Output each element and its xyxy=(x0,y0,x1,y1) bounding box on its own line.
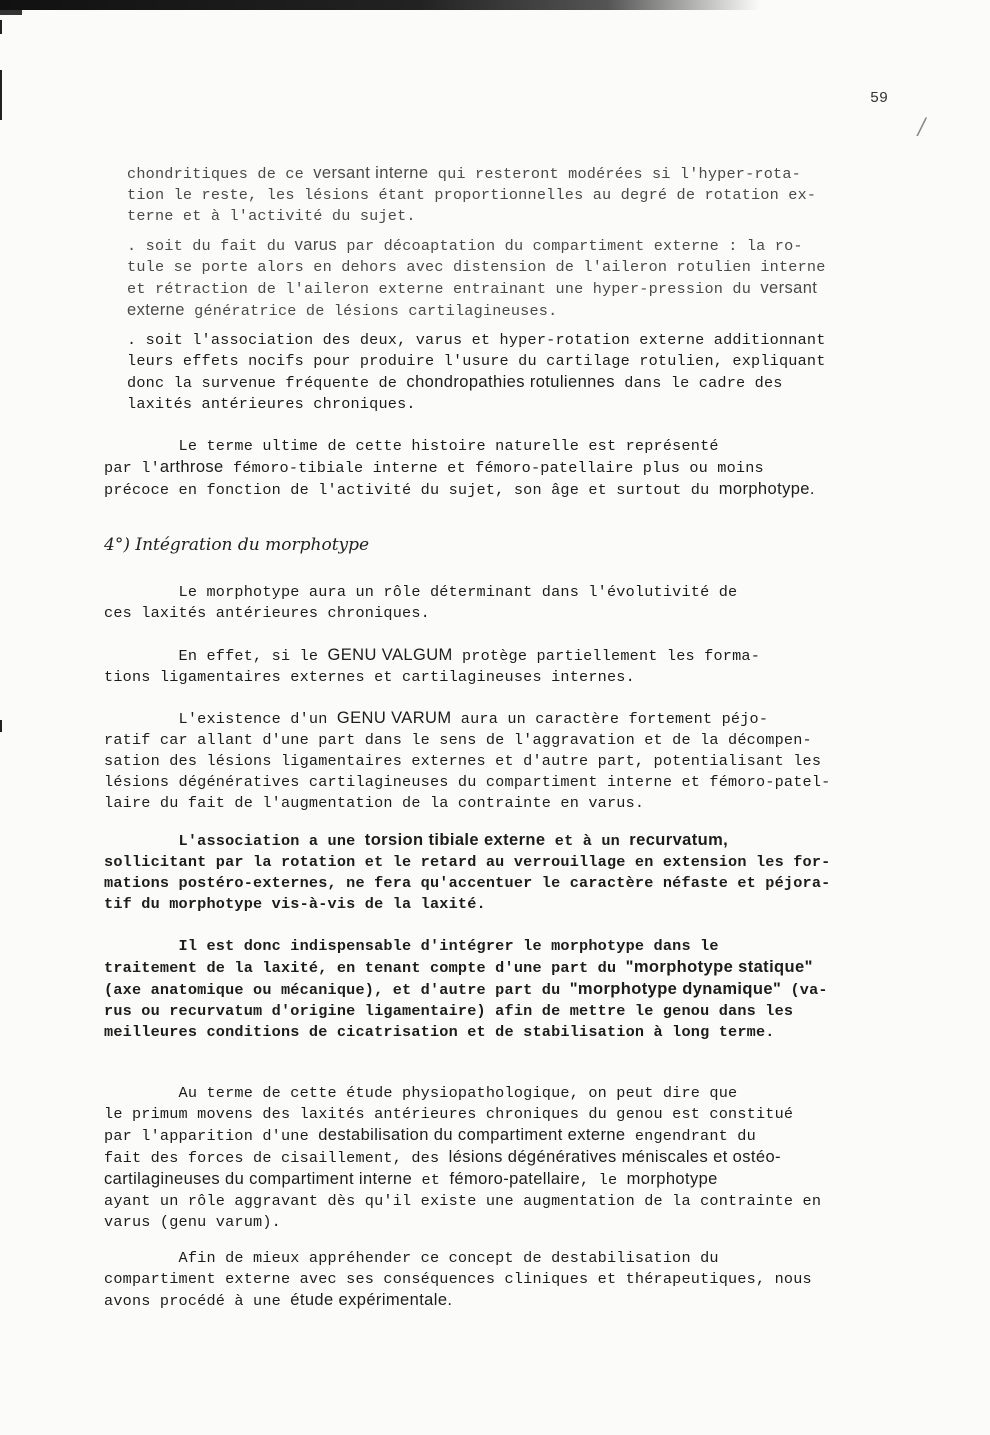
paragraph-conclusion xyxy=(104,1083,821,1233)
text-line xyxy=(104,830,831,852)
emphasis-text: versant interne xyxy=(313,164,429,182)
paragraph-genu-valgum xyxy=(104,645,760,688)
body-text: Le terme ultime de cette histoire naturelle est représenté xyxy=(104,437,719,455)
text-line xyxy=(104,894,831,915)
body-text: laire du fait de l'augmentation de la contrainte en varus. xyxy=(104,794,645,812)
body-text: avons procédé à une xyxy=(104,1292,291,1310)
body-text: laxités antérieures chroniques. xyxy=(127,395,416,413)
text-line xyxy=(104,957,828,979)
body-text: Au terme de cette étude physiopathologique, on peut dire que xyxy=(104,1084,738,1102)
body-text: chondritiques de ce xyxy=(127,165,314,183)
text-line xyxy=(104,1212,821,1233)
text-line xyxy=(104,751,831,772)
body-text: génératrice de lésions cartilagineuses. xyxy=(184,302,558,320)
body-text: (va- xyxy=(781,981,828,999)
body-text: tions ligamentaires externes et cartilagineuses internes. xyxy=(104,668,635,686)
text-line xyxy=(104,1290,812,1312)
body-text: tion le reste, les lésions étant proportionnelles au degré de rotation ex- xyxy=(127,186,817,204)
text-line xyxy=(104,667,760,688)
body-text: dans le cadre des xyxy=(614,374,783,392)
page-number: 59 xyxy=(870,90,889,107)
body-text: compartiment externe avec ses conséquences cliniques et thérapeutiques, nous xyxy=(104,1270,812,1288)
text-line xyxy=(104,1083,821,1104)
body-text: fait des forces de cisaillement, des xyxy=(104,1149,449,1167)
text-line xyxy=(104,1022,828,1043)
emphasis-text: GENU VALGUM xyxy=(327,646,453,664)
paragraph-etude-experimentale xyxy=(104,1248,812,1312)
body-text: sation des lésions ligamentaires externes et d'autre part, potentialisant les xyxy=(104,752,822,770)
emphasis-text: lésions dégénératives méniscales et ostéo- xyxy=(448,1148,781,1166)
text-line xyxy=(104,936,828,957)
paragraph-genu-varum xyxy=(104,708,831,814)
text-line xyxy=(104,1104,821,1125)
paragraph-association xyxy=(127,330,826,415)
body-text: traitement de la laxité, en tenant compte d'une part du xyxy=(104,959,626,977)
body-text: tif du morphotype vis-à-vis de la laxité. xyxy=(104,895,486,913)
margin-stroke: / xyxy=(918,115,926,140)
text-line xyxy=(104,1125,821,1147)
body-text: précoce en fonction de l'activité du sujet, son âge et surtout du xyxy=(104,481,719,499)
body-text: L'association a une xyxy=(104,832,365,850)
text-line xyxy=(104,436,815,457)
text-line xyxy=(104,730,831,751)
text-line xyxy=(104,1248,812,1269)
body-text: sollicitant par la rotation et le retard au verrouillage en extension les for- xyxy=(104,853,831,871)
paragraph-arthrose xyxy=(104,436,815,501)
emphasis-text: recurvatum, xyxy=(629,831,729,849)
emphasis-text: destabilisation du compartiment externe xyxy=(318,1126,626,1144)
section-heading: 4°) Intégration du morphotype xyxy=(104,535,370,555)
paragraph-torsion-tibiale xyxy=(104,830,831,915)
emphasis-text: arthrose xyxy=(159,458,224,476)
body-text: (axe anatomique ou mécanique), et d'autre part du xyxy=(104,981,570,999)
body-text: meilleures conditions de cicatrisation et de stabilisation à long terme. xyxy=(104,1023,775,1041)
text-line xyxy=(104,1169,821,1191)
emphasis-text: externe xyxy=(127,301,185,319)
body-text: . soit l'association des deux, varus et hyper-rotation externe additionnant xyxy=(127,331,826,349)
text-line xyxy=(127,330,826,351)
text-line xyxy=(104,1147,821,1169)
body-text: et rétraction de l'aileron externe entrainant une hyper-pression du xyxy=(127,280,761,298)
emphasis-text: "morphotype statique" xyxy=(625,958,813,976)
body-text: terne et à l'activité du sujet. xyxy=(127,207,416,225)
text-line xyxy=(104,1191,821,1212)
emphasis-text: morphotype xyxy=(626,1170,718,1188)
text-line xyxy=(127,206,816,227)
body-text: ayant un rôle aggravant dès qu'il existe une augmentation de la contrainte en xyxy=(104,1192,822,1210)
text-line xyxy=(127,394,826,415)
text-line xyxy=(104,457,815,479)
body-text: ces laxités antérieures chroniques. xyxy=(104,604,430,622)
text-line xyxy=(127,163,816,185)
emphasis-text: cartilagineuses du compartiment interne xyxy=(104,1170,413,1188)
paragraph-morphotype-role xyxy=(104,582,737,624)
body-text: , le xyxy=(580,1171,627,1189)
paragraph-varus xyxy=(127,235,826,322)
emphasis-text: GENU VARUM xyxy=(336,709,452,727)
body-text: par l'apparition d'une xyxy=(104,1127,319,1145)
emphasis-text: torsion tibiale externe xyxy=(364,831,546,849)
body-text: Le morphotype aura un rôle déterminant dans l'évolutivité de xyxy=(104,583,738,601)
body-text: aura un caractère fortement péjo- xyxy=(451,710,769,728)
emphasis-text: "morphotype dynamique" xyxy=(569,980,782,998)
body-text: rus ou recurvatum d'origine ligamentaire) afin de mettre le genou dans les xyxy=(104,1002,794,1020)
body-text: En effet, si le xyxy=(104,647,328,665)
text-line xyxy=(104,793,831,814)
body-text: Il est donc indispensable d'intégrer le morphotype dans le xyxy=(104,937,719,955)
scan-margin-mark xyxy=(0,720,2,732)
body-text: L'existence d'un xyxy=(104,710,337,728)
body-text: et à un xyxy=(545,832,630,850)
scan-margin-mark xyxy=(0,70,2,120)
text-line xyxy=(104,1001,828,1022)
body-text: lésions dégénératives cartilagineuses du compartiment interne et fémoro-patel- xyxy=(104,773,831,791)
text-line xyxy=(127,257,826,278)
emphasis-text: fémoro-patellaire xyxy=(449,1170,581,1188)
body-text: le primum movens des laxités antérieures chroniques du genou est constitué xyxy=(104,1105,794,1123)
emphasis-text: chondropathies rotuliennes xyxy=(406,373,615,391)
body-text: par décoaptation du compartiment externe : la ro- xyxy=(337,237,803,255)
text-line xyxy=(104,603,737,624)
text-line xyxy=(127,351,826,372)
text-line xyxy=(104,979,828,1001)
text-line xyxy=(104,479,815,501)
text-line xyxy=(104,873,831,894)
body-text: protège partiellement les forma- xyxy=(452,647,761,665)
body-text: . soit du fait du xyxy=(127,237,295,255)
scan-margin-mark xyxy=(0,20,2,34)
body-text: ratif car allant d'une part dans le sens de l'aggravation et de la décompen- xyxy=(104,731,812,749)
text-line xyxy=(104,1269,812,1290)
body-text: par l' xyxy=(104,459,160,477)
text-line xyxy=(104,852,831,873)
body-text: Afin de mieux appréhender ce concept de destabilisation du xyxy=(104,1249,719,1267)
body-text: donc la survenue fréquente de xyxy=(127,374,407,392)
body-text: qui resteront modérées si l'hyper-rota- xyxy=(428,165,801,183)
text-line xyxy=(127,300,826,322)
scan-edge-bar xyxy=(0,10,22,15)
emphasis-text: étude expérimentale. xyxy=(290,1291,453,1309)
body-text: varus (genu varum). xyxy=(104,1213,281,1231)
emphasis-text: varus xyxy=(294,236,338,254)
body-text: fémoro-tibiale interne et fémoro-patellaire plus ou moins xyxy=(223,459,764,477)
text-line xyxy=(104,582,737,603)
emphasis-text: morphotype. xyxy=(718,480,815,498)
text-line xyxy=(127,235,826,257)
body-text: et xyxy=(412,1171,450,1189)
text-line xyxy=(104,708,831,730)
text-line xyxy=(127,185,816,206)
text-line xyxy=(104,645,760,667)
body-text: tule se porte alors en dehors avec distension de l'aileron rotulien interne xyxy=(127,258,826,276)
emphasis-text: versant xyxy=(760,279,818,297)
text-line xyxy=(104,772,831,793)
body-text: mations postéro-externes, ne fera qu'accentuer le caractère néfaste et péjora- xyxy=(104,874,831,892)
paragraph-integration xyxy=(104,936,828,1043)
text-line xyxy=(127,372,826,394)
paragraph-versant-interne xyxy=(127,163,816,227)
text-line xyxy=(127,278,826,300)
body-text: leurs effets nocifs pour produire l'usure du cartilage rotulien, expliquant xyxy=(127,352,826,370)
body-text: engendrant du xyxy=(625,1127,756,1145)
scan-edge-bar xyxy=(0,0,760,10)
